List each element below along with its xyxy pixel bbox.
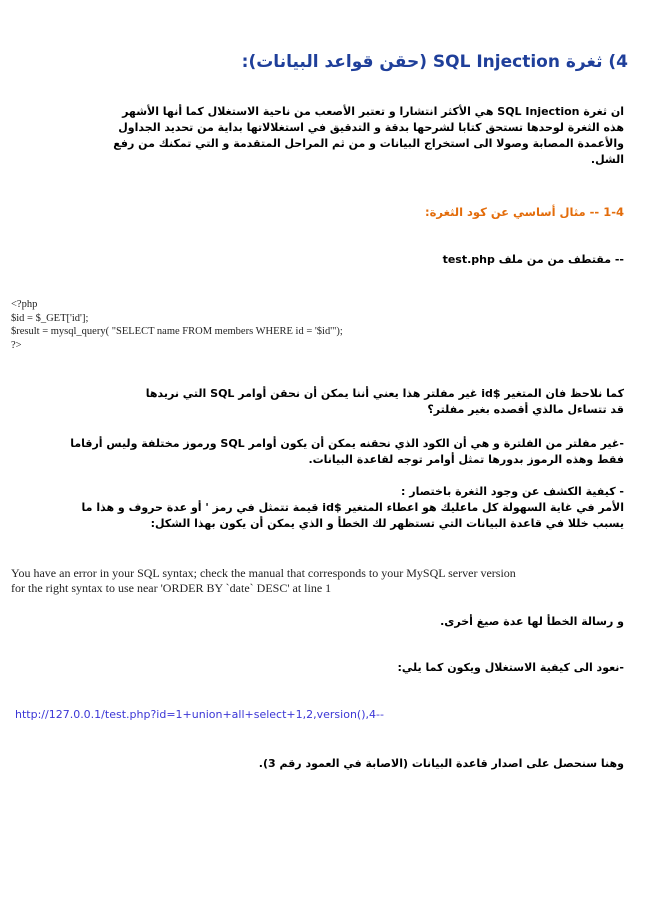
section-title: 4) ثغرة SQL Injection (حقن قواعد البيانات): xyxy=(241,52,628,72)
code-line: $result = mysql_query( "SELECT name FROM members WHERE id = '$id'"); xyxy=(11,326,343,337)
note-line: قد تتساءل مالذي أقصده بغير مفلتر؟ xyxy=(427,403,624,416)
error-variants-note: و رسالة الخطأ لها عدة صيغ أخرى. xyxy=(440,615,624,628)
php-code-block xyxy=(11,298,343,352)
intro-line: الشل. xyxy=(590,153,624,166)
code-line: $id = $_GET['id']; xyxy=(11,312,89,324)
detection-line: - كيفية الكشف عن وجود الثغرة باختصار : xyxy=(401,485,624,498)
note-line: فقط وهذه الرموز بدورها تمثل أوامر توجه لقاعدة البيانات. xyxy=(308,453,624,466)
excerpt-label: -- مقتطف من من ملف test.php xyxy=(442,253,624,266)
intro-line: ان ثغرة SQL Injection هي الأكثر انتشارا و تعتبر الأصعب من ناحية الاستغلال كما أنها الأشهر xyxy=(122,105,624,118)
note-unfiltered xyxy=(24,386,624,418)
intro-line: والأعمدة المصابة وصولا الى استخراج البيانات و من ثم المراحل المتقدمة و التي تمكنك من رفع xyxy=(113,137,624,150)
intro-paragraph xyxy=(24,104,624,168)
sql-error-message xyxy=(11,566,651,596)
exploit-url-link[interactable]: http://127.0.0.1/test.php?id=1+union+all+select+1,2,version(),4-- xyxy=(15,708,384,721)
code-line: ?> xyxy=(11,339,22,351)
note-line: كما نلاحظ فان المتغير $id غير مفلتر هذا يعني أننا يمكن أن نحقن أوامر SQL التي نريدها xyxy=(145,387,624,400)
note-line: -غير مفلتر من الفلترة و هي أن الكود الذي نحقنه يمكن أن يكون أوامر SQL ورموز مختلفة وليس أرقاما xyxy=(70,437,624,450)
subsection-heading: 1-4 -- مثال أساسي عن كود الثغرة: xyxy=(425,205,624,219)
detection-line: الأمر في غاية السهولة كل ماعليك هو اعطاء المتغير $id قيمة تتمثل في رمز ' أو عدة حروف و هذا ما xyxy=(81,501,624,514)
code-line: <?php xyxy=(11,299,38,310)
detection-line: يسبب خللا في قاعدة البيانات التي تستظهر لك الخطأ و الذي يمكن أن يكون بهذا الشكل: xyxy=(150,517,624,530)
result-note: وهنا سنحصل على اصدار قاعدة البيانات (الاصابة في العمود رقم 3). xyxy=(258,757,624,770)
exploit-intro: -نعود الى كيفية الاستغلال ويكون كما يلي: xyxy=(397,661,624,674)
error-line: for the right syntax to use near 'ORDER BY `date` DESC' at line 1 xyxy=(11,581,332,595)
error-line: You have an error in your SQL syntax; check the manual that corresponds to your MySQL server version xyxy=(11,566,516,580)
note-filtering xyxy=(24,436,624,468)
intro-line: هذه الثغرة لوحدها تستحق كتابا لشرحها بدقة و التدقيق في استغلالاتها بداية من تحديد الجداول xyxy=(118,121,624,134)
detection-paragraph xyxy=(24,484,624,532)
